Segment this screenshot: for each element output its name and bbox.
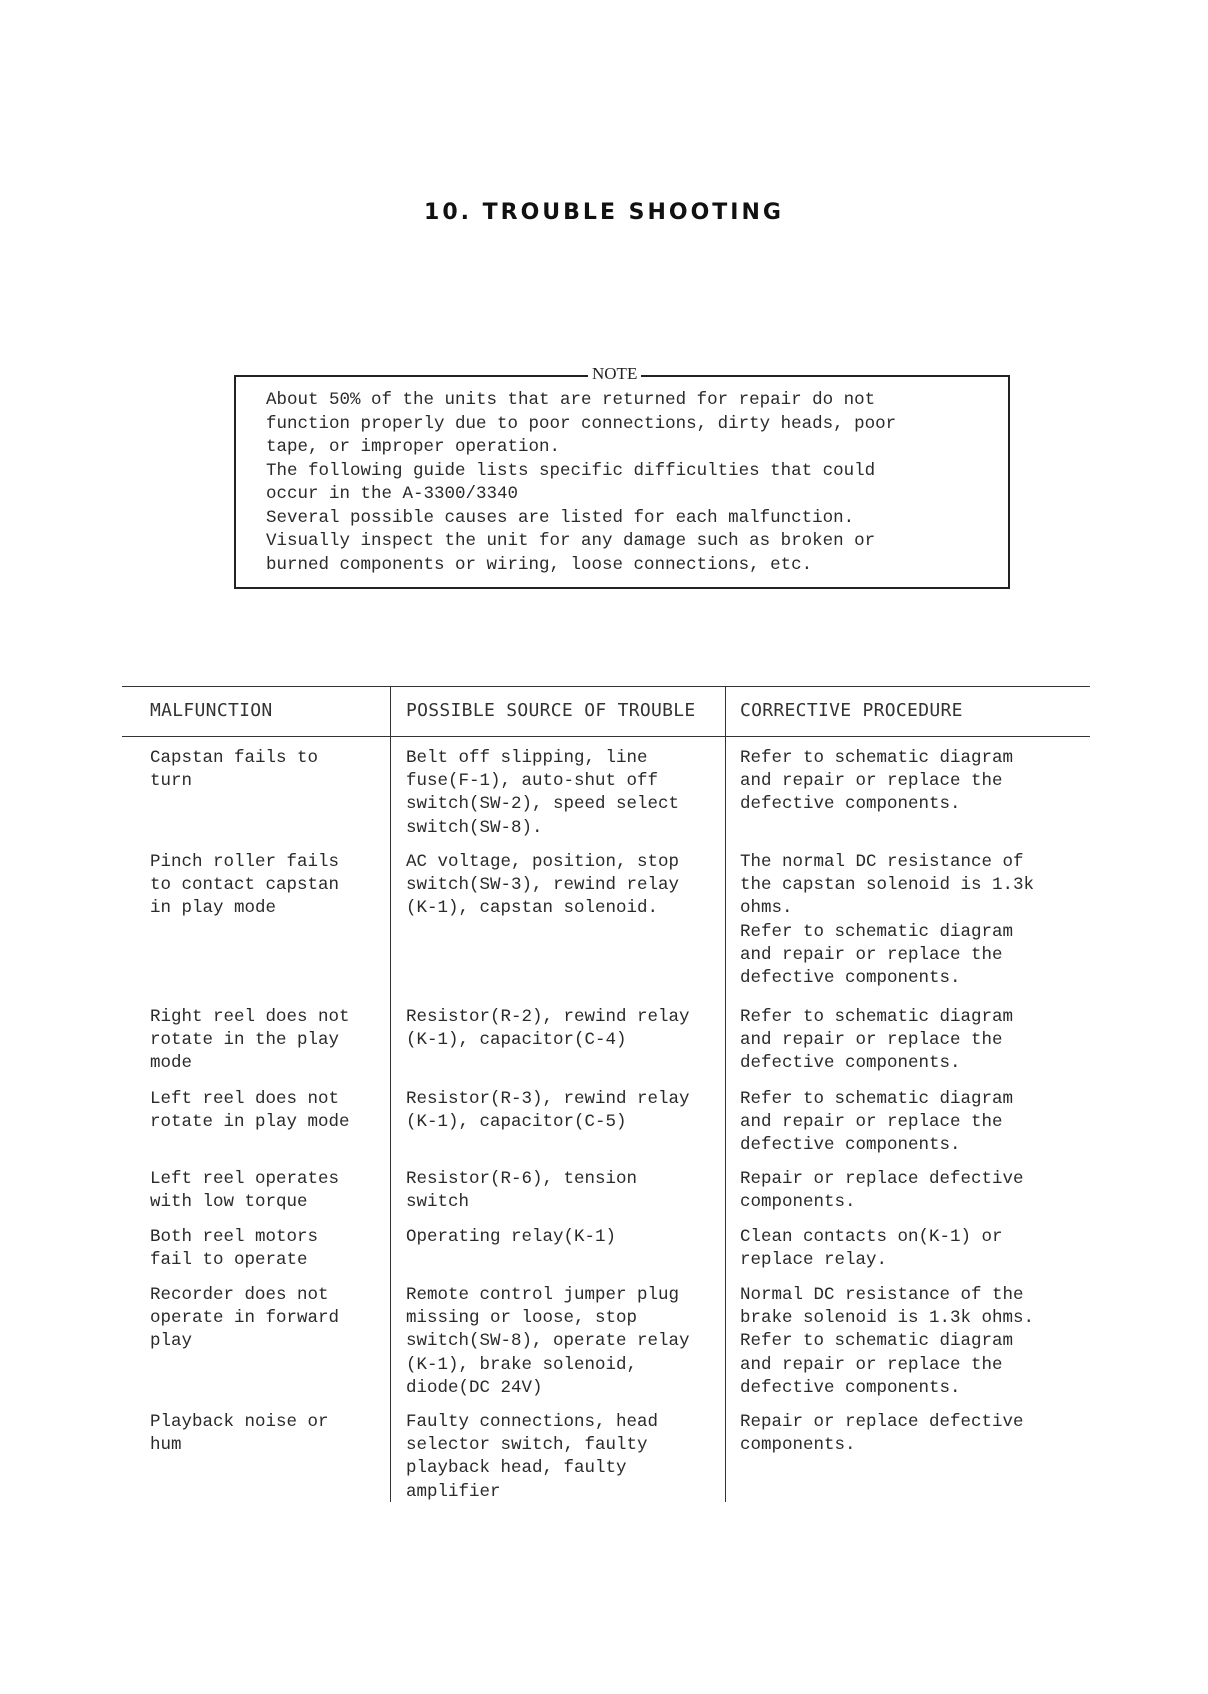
cell-line: replace relay. (740, 1250, 888, 1271)
note-line: About 50% of the units that are returned for repair do not (266, 390, 876, 410)
cell-line: Resistor(R-6), tension (406, 1169, 638, 1189)
page-title: 10. TROUBLE SHOOTING (424, 200, 784, 225)
cell-line: diode(DC 24V) (406, 1377, 543, 1398)
cell-line: switch(SW-2), speed select (406, 794, 680, 815)
cell-line: fail to operate (150, 1250, 308, 1271)
cell-line: and repair or replace the (740, 944, 1003, 965)
malfunction-cell (150, 1088, 382, 1134)
cell-line: Both reel motors (150, 1227, 319, 1247)
cell-line: rotate in the play (150, 1030, 340, 1051)
cell-line: play (150, 1331, 193, 1352)
note-line: Several possible causes are listed for each malfunction. (266, 507, 855, 528)
malfunction-cell (150, 1226, 382, 1272)
column-divider (725, 686, 726, 1502)
table-top-rule (122, 686, 1090, 687)
cell-line: missing or loose, stop (406, 1308, 638, 1329)
source-cell (406, 1411, 718, 1504)
cell-line: Playback noise or (150, 1412, 329, 1432)
cell-line: (K-1), brake solenoid, (406, 1354, 638, 1375)
source-cell (406, 851, 718, 921)
note-line: tape, or improper operation. (266, 437, 561, 457)
cell-line: and repair or replace the (740, 1112, 1003, 1133)
malfunction-cell (150, 1168, 382, 1214)
cell-line: Refer to schematic diagram (740, 1089, 1014, 1109)
source-cell (406, 1088, 718, 1134)
cell-line: defective components. (740, 1377, 961, 1398)
cell-line: Pinch roller fails (150, 852, 340, 872)
cell-line: Normal DC resistance of the (740, 1285, 1024, 1305)
procedure-cell (740, 1006, 1085, 1076)
cell-line: and repair or replace the (740, 1030, 1003, 1051)
cell-line: defective components. (740, 968, 961, 989)
cell-line: (K-1), capacitor(C-4) (406, 1030, 627, 1051)
cell-line: and repair or replace the (740, 771, 1003, 792)
cell-line: and repair or replace the (740, 1354, 1003, 1375)
cell-line: Belt off slipping, line (406, 748, 648, 768)
cell-line: Resistor(R-3), rewind relay (406, 1089, 690, 1109)
source-cell (406, 1168, 718, 1214)
cell-line: Right reel does not (150, 1007, 350, 1027)
cell-line: Left reel operates (150, 1169, 340, 1189)
procedure-cell (740, 851, 1085, 990)
note-line: occur in the A-3300/3340 (266, 484, 519, 504)
malfunction-cell (150, 1284, 382, 1354)
cell-line: components. (740, 1435, 856, 1456)
cell-line: AC voltage, position, stop (406, 852, 680, 872)
cell-line: switch(SW-8). (406, 817, 543, 838)
note-text (266, 389, 896, 577)
cell-line: Refer to schematic diagram (740, 921, 1014, 942)
malfunction-cell (150, 747, 382, 793)
cell-line: Remote control jumper plug (406, 1285, 680, 1305)
cell-line: amplifier (406, 1481, 501, 1502)
header-malfunction: MALFUNCTION (150, 700, 273, 721)
cell-line: Left reel does not (150, 1089, 340, 1109)
cell-line: Clean contacts on(K-1) or (740, 1227, 1003, 1247)
cell-line: Refer to schematic diagram (740, 1007, 1014, 1027)
cell-line: defective components. (740, 1135, 961, 1156)
cell-line: in play mode (150, 898, 277, 919)
cell-line: Recorder does not (150, 1285, 329, 1305)
source-cell (406, 747, 718, 840)
note-line: Visually inspect the unit for any damage such as broken or (266, 531, 876, 551)
cell-line: Repair or replace defective (740, 1412, 1024, 1432)
source-cell (406, 1006, 718, 1052)
cell-line: mode (150, 1053, 193, 1074)
cell-line: defective components. (740, 794, 961, 815)
source-cell (406, 1284, 718, 1400)
cell-line: turn (150, 771, 193, 792)
cell-line: fuse(F-1), auto-shut off (406, 771, 659, 792)
cell-line: hum (150, 1435, 182, 1456)
procedure-cell (740, 1226, 1085, 1272)
header-procedure: CORRECTIVE PROCEDURE (740, 700, 963, 721)
malfunction-cell (150, 1006, 382, 1076)
procedure-cell (740, 1284, 1085, 1400)
note-label: NOTE (588, 364, 641, 384)
procedure-cell (740, 1168, 1085, 1214)
cell-line: switch(SW-3), rewind relay (406, 875, 680, 896)
table-header-rule (122, 736, 1090, 737)
cell-line: (K-1), capacitor(C-5) (406, 1112, 627, 1133)
note-line: function properly due to poor connections, dirty heads, poor (266, 413, 897, 434)
cell-line: operate in forward (150, 1308, 340, 1329)
cell-line: switch(SW-8), operate relay (406, 1331, 690, 1352)
cell-line: Refer to schematic diagram (740, 748, 1014, 768)
procedure-cell (740, 747, 1085, 817)
cell-line: brake solenoid is 1.3k ohms. (740, 1308, 1035, 1329)
cell-line: Repair or replace defective (740, 1169, 1024, 1189)
cell-line: The normal DC resistance of (740, 852, 1024, 872)
cell-line: rotate in play mode (150, 1112, 350, 1133)
procedure-cell (740, 1088, 1085, 1158)
malfunction-cell (150, 851, 382, 921)
cell-line: Faulty connections, head (406, 1412, 659, 1432)
cell-line: ohms. (740, 898, 793, 919)
cell-line: the capstan solenoid is 1.3k (740, 875, 1035, 896)
cell-line: with low torque (150, 1192, 308, 1213)
procedure-cell (740, 1411, 1085, 1457)
cell-line: switch (406, 1192, 470, 1213)
source-cell (406, 1226, 718, 1249)
cell-line: (K-1), capstan solenoid. (406, 898, 659, 919)
cell-line: Refer to schematic diagram (740, 1331, 1014, 1352)
cell-line: components. (740, 1192, 856, 1213)
cell-line: Operating relay(K-1) (406, 1227, 617, 1247)
cell-line: playback head, faulty (406, 1458, 627, 1479)
header-source: POSSIBLE SOURCE OF TROUBLE (406, 700, 696, 721)
malfunction-cell (150, 1411, 382, 1457)
troubleshooting-table (122, 686, 1090, 1502)
cell-line: to contact capstan (150, 875, 340, 896)
note-line: The following guide lists specific difficulties that could (266, 460, 876, 481)
cell-line: defective components. (740, 1053, 961, 1074)
cell-line: selector switch, faulty (406, 1435, 648, 1456)
cell-line: Capstan fails to (150, 748, 319, 768)
note-line: burned components or wiring, loose connections, etc. (266, 554, 813, 575)
cell-line: Resistor(R-2), rewind relay (406, 1007, 690, 1027)
column-divider (390, 686, 391, 1502)
note-box (234, 364, 1010, 589)
